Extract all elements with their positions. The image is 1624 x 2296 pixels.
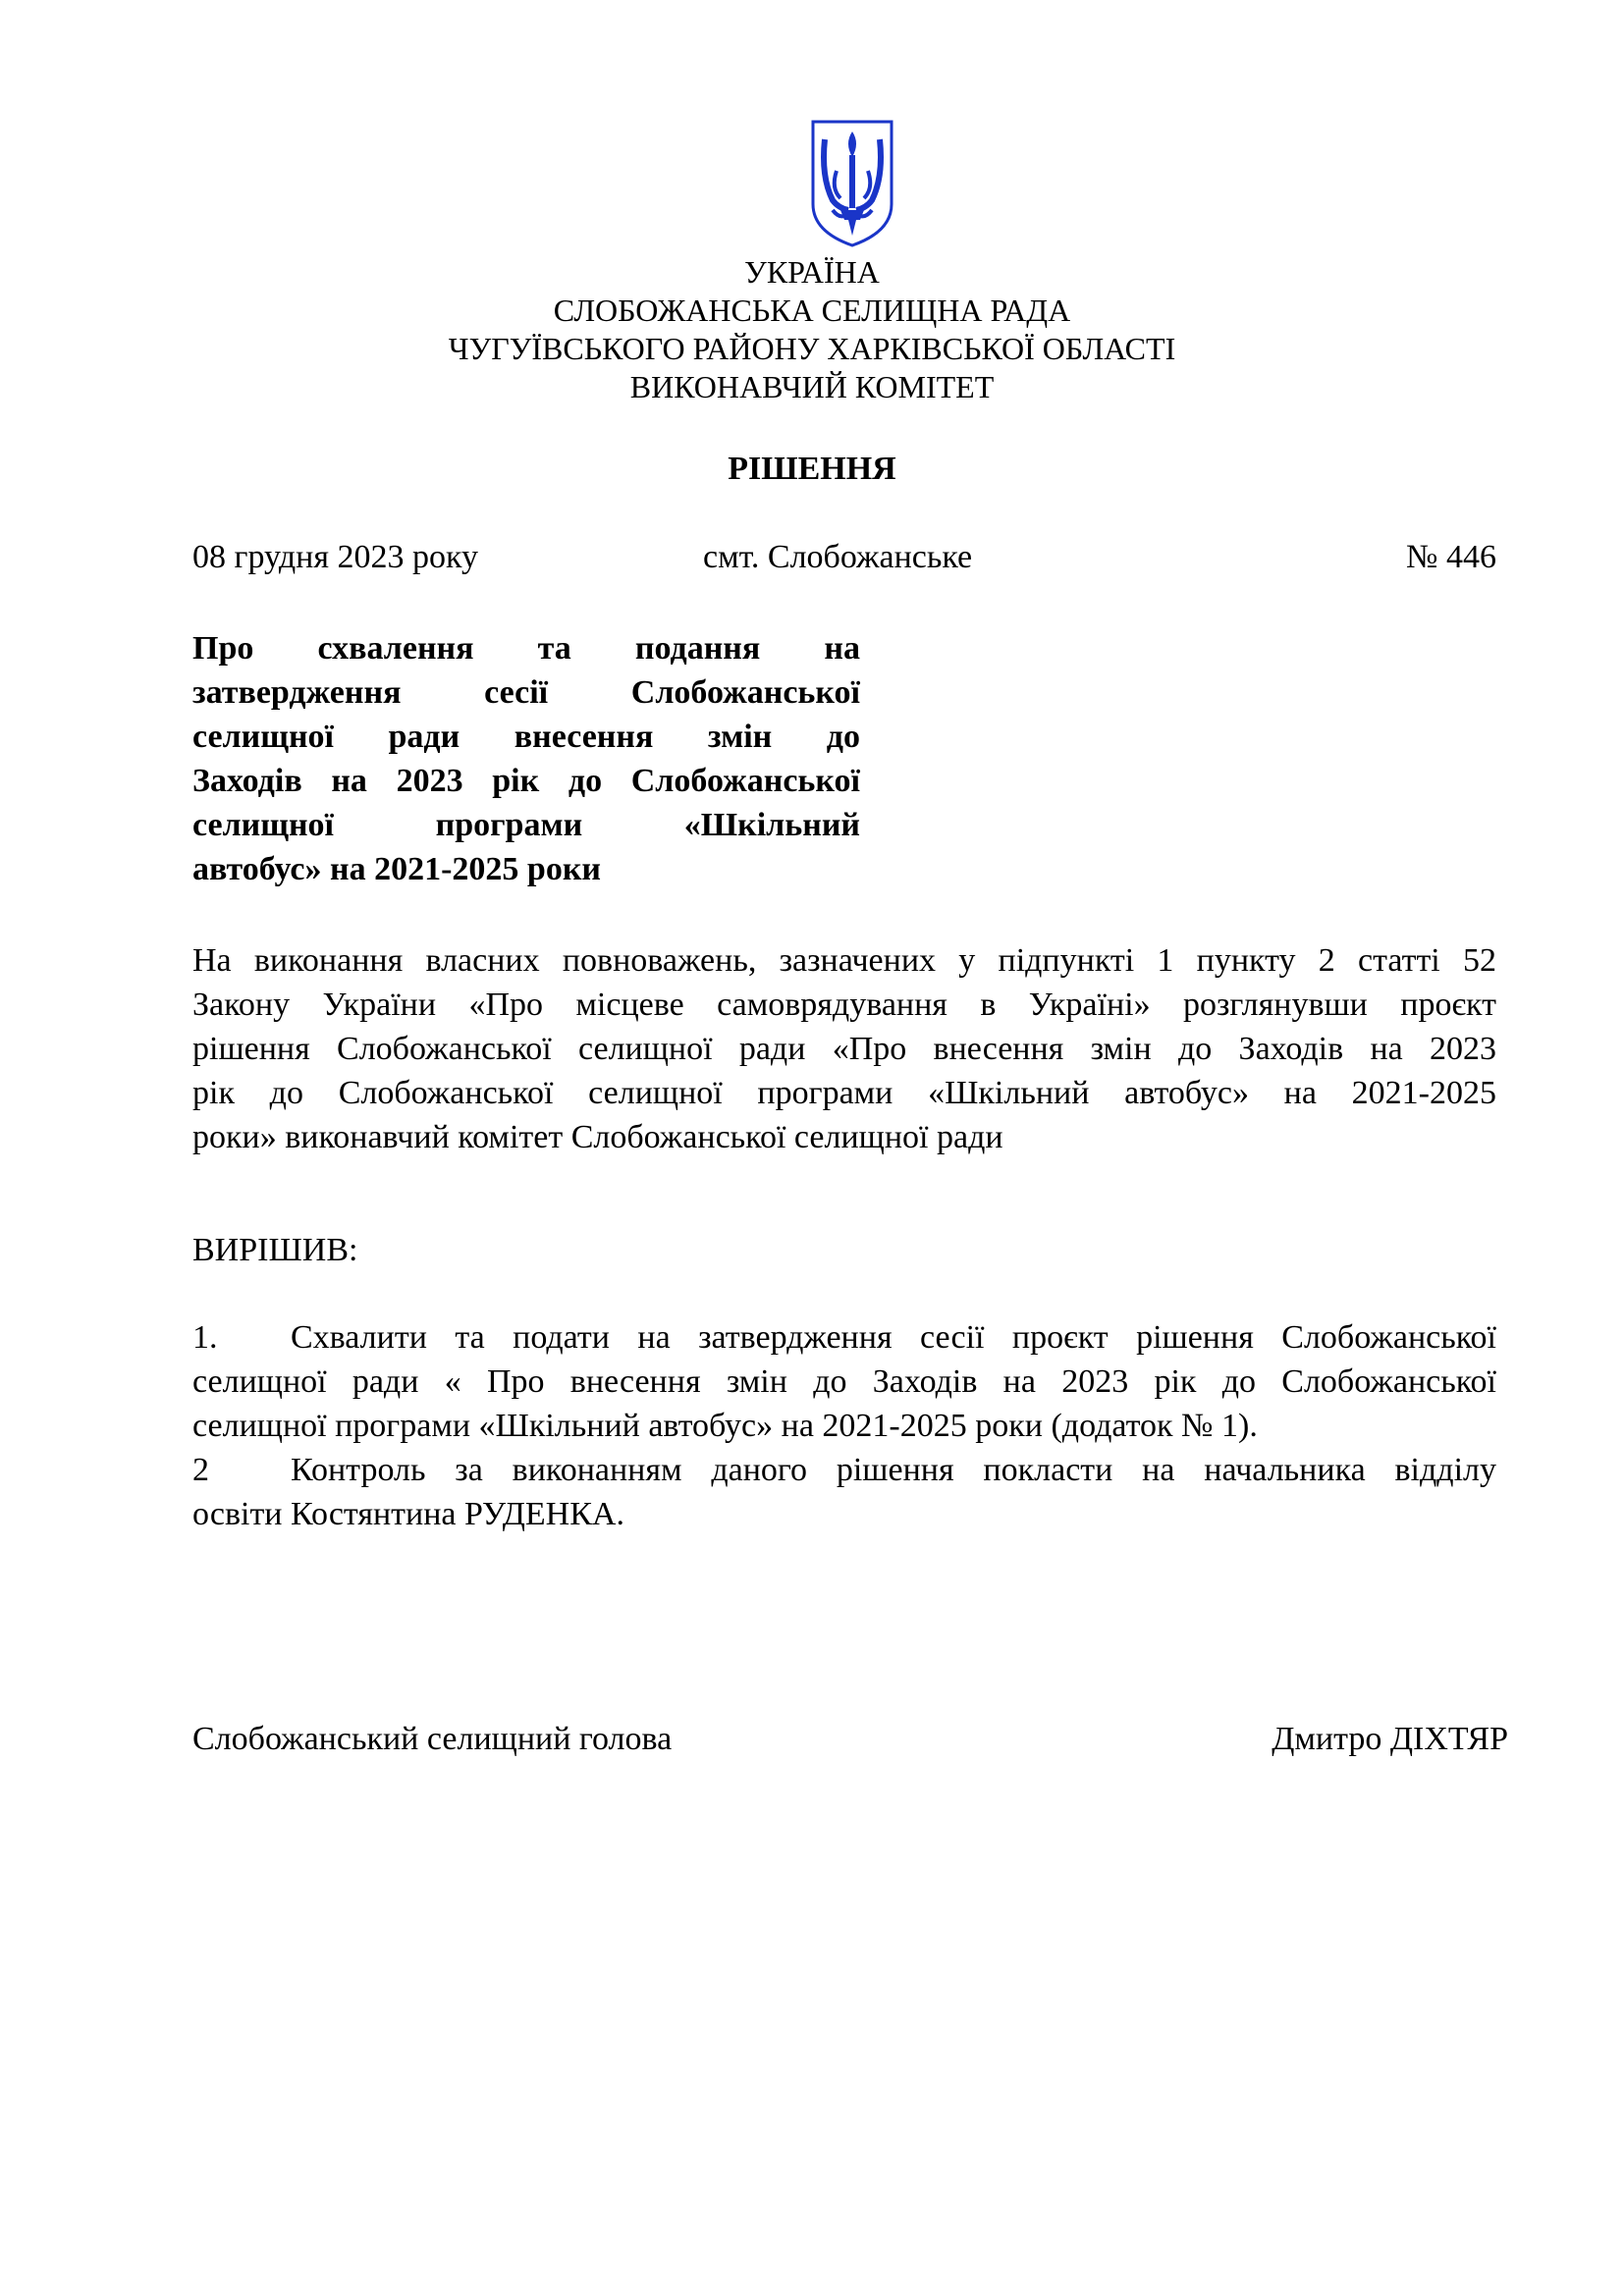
subject-line: Про схвалення та подання на	[192, 630, 860, 667]
header-committee: ВИКОНАВЧИЙ КОМІТЕТ	[629, 369, 995, 404]
document-title: РІШЕННЯ	[728, 451, 896, 487]
resolved-label: ВИРІШИВ:	[192, 1232, 358, 1268]
subject-line: селищної програми «Шкільний	[192, 807, 860, 843]
document-header	[0, 253, 1624, 406]
preamble-line: Закону України «Про місцеве самоврядування в Україні» розглянувши проєкт	[192, 987, 1496, 1023]
item-2-line: освіти Костянтина РУДЕНКА.	[192, 1496, 624, 1532]
item-1-line: селищної ради « Про внесення змін до Заходів на 2023 рік до Слобожанської	[192, 1363, 1496, 1400]
document-meta	[192, 538, 1496, 577]
signatory-name: Дмитро ДІХТЯР	[1272, 1721, 1508, 1757]
document-number: № 446	[1406, 539, 1496, 575]
subject-line: затвердження сесії Слобожанської	[192, 674, 860, 711]
signatory-position: Слобожанський селищний голова	[192, 1721, 673, 1757]
document-date: 08 грудня 2023 року	[192, 539, 479, 575]
subject-line: автобус» на 2021-2025 роки	[192, 851, 602, 887]
header-council: СЛОБОЖАНСЬКА СЕЛИЩНА РАДА	[553, 293, 1071, 328]
item-text: Схвалити та подати на затвердження сесії проєкт рішення Слобожанської	[291, 1319, 1496, 1356]
header-country: УКРАЇНА	[744, 254, 880, 290]
document-preamble	[192, 938, 1496, 1159]
item-1-line	[192, 1315, 1496, 1360]
document-subject	[192, 626, 860, 891]
preamble-line: роки» виконавчий комітет Слобожанської селищної ради	[192, 1119, 1003, 1155]
item-text: Контроль за виконанням даного рішення покласти на начальника відділу	[291, 1452, 1496, 1488]
signature-block	[192, 1720, 1508, 1759]
preamble-line: рік до Слобожанської селищної програми «Шкільний автобус» на 2021-2025	[192, 1075, 1496, 1111]
resolution-items	[192, 1315, 1496, 1536]
item-2-line	[192, 1448, 1496, 1492]
subject-line: селищної ради внесення змін до	[192, 719, 860, 755]
item-number: 2	[192, 1452, 209, 1488]
document-place: смт. Слобожанське	[703, 539, 973, 575]
preamble-line: рішення Слобожанської селищної ради «Про внесення змін до Заходів на 2023	[192, 1031, 1496, 1067]
subject-line: Заходів на 2023 рік до Слобожанської	[192, 763, 860, 799]
item-1-line: селищної програми «Шкільний автобус» на 2021-2025 роки (додаток № 1).	[192, 1408, 1258, 1444]
preamble-line: На виконання власних повноважень, зазначених у підпункті 1 пункту 2 статті 52	[192, 942, 1496, 979]
item-number: 1.	[192, 1319, 218, 1356]
coat-of-arms-of-ukraine-icon	[809, 118, 895, 249]
header-district: ЧУГУЇВСЬКОГО РАЙОНУ ХАРКІВСЬКОЇ ОБЛАСТІ	[448, 331, 1176, 366]
